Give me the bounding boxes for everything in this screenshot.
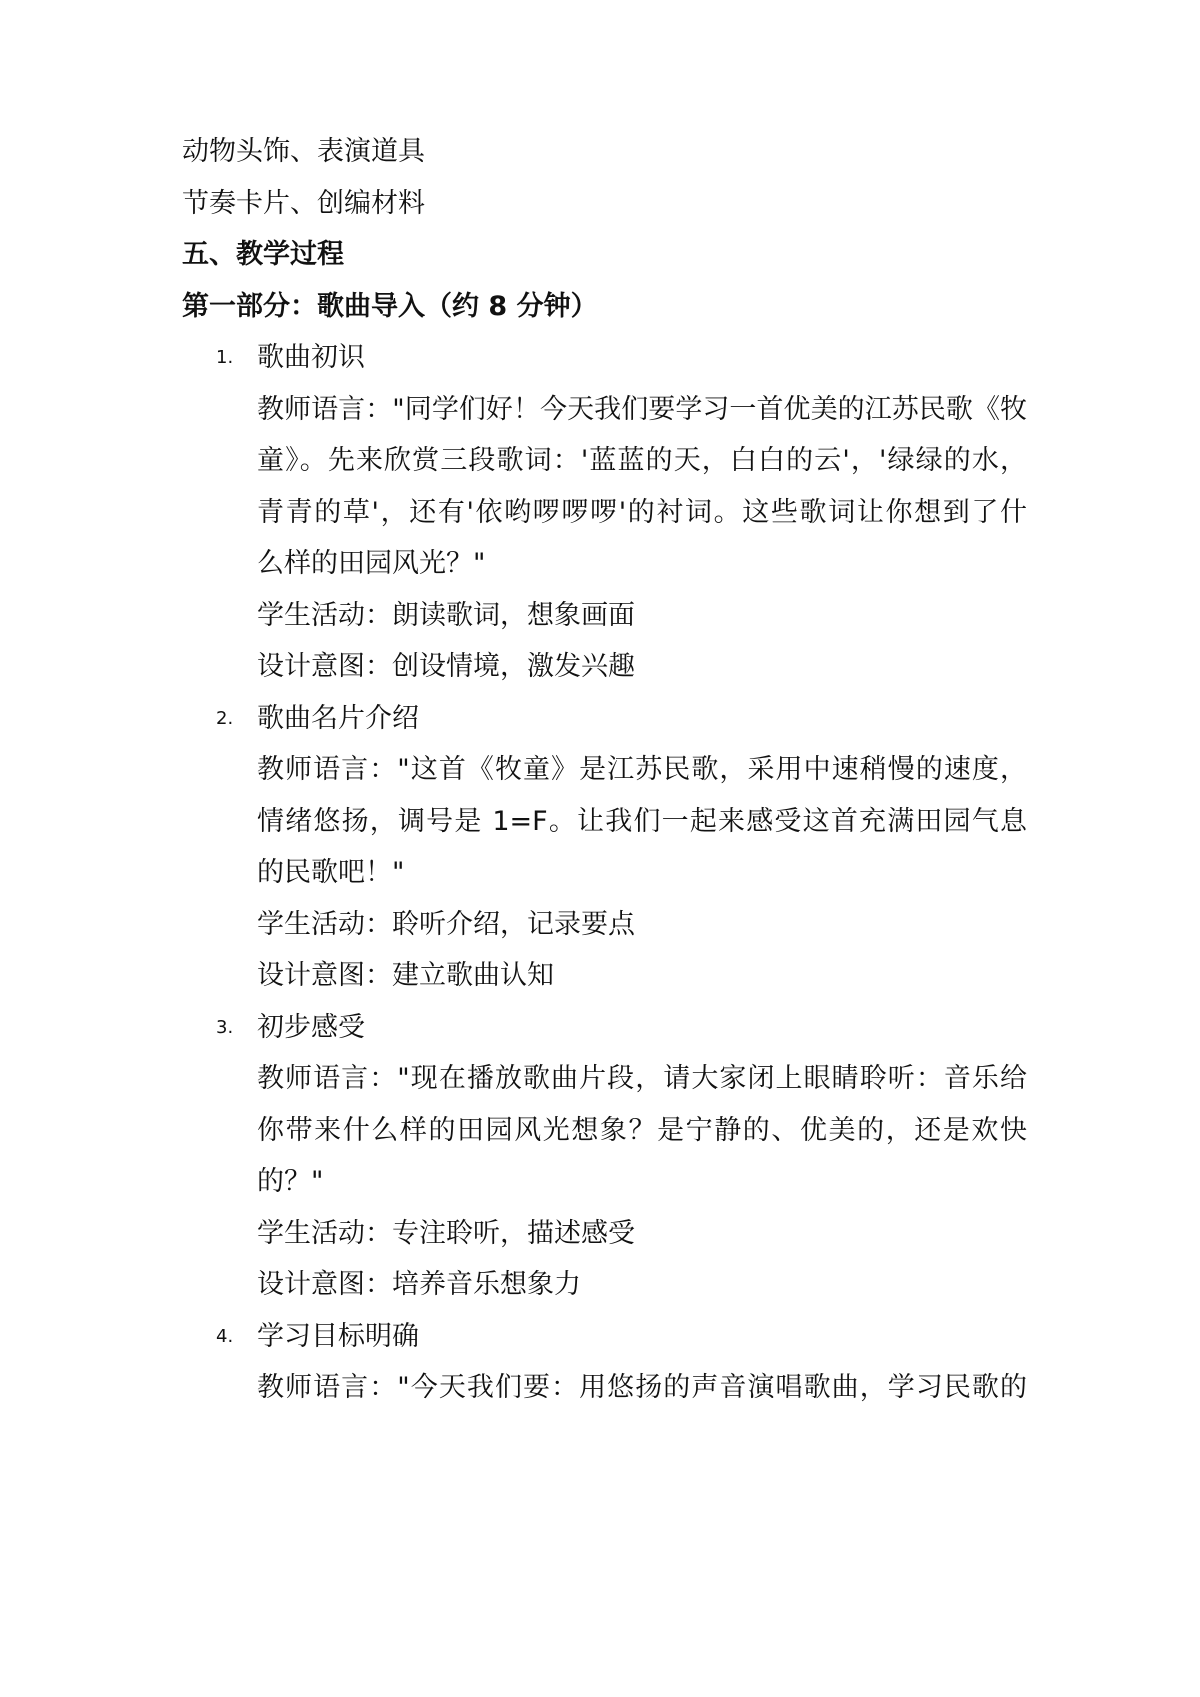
step-3-design-intent: 设计意图：培养音乐想象力 [257, 1269, 581, 1300]
step-3-title: 初步感受 [257, 1012, 365, 1043]
step-4-teacher-line-1: 教师语言："今天我们要：用悠扬的声音演唱歌曲，学习民歌的 [257, 1372, 1027, 1403]
step-1-title: 歌曲初识 [257, 342, 365, 373]
step-2-student-activity: 学生活动：聆听介绍，记录要点 [257, 909, 635, 940]
step-1-teacher-line-3: 青青的草'，还有'依哟啰啰啰'的衬词。这些歌词让你想到了什 [257, 497, 1027, 528]
step-2-teacher-line-2: 情绪悠扬，调号是 1=F。让我们一起来感受这首充满田园气息 [257, 806, 1027, 837]
step-3-student-activity: 学生活动：专注聆听，描述感受 [257, 1218, 635, 1249]
step-2-teacher-line-1: 教师语言："这首《牧童》是江苏民歌，采用中速稍慢的速度， [257, 754, 1027, 785]
step-1-teacher-line-1: 教师语言："同学们好！今天我们要学习一首优美的江苏民歌《牧 [257, 394, 1027, 425]
step-4-title: 学习目标明确 [257, 1321, 419, 1352]
step-3-teacher-line-1: 教师语言："现在播放歌曲片段，请大家闭上眼睛聆听：音乐给 [257, 1063, 1027, 1094]
step-4-number: 4. [216, 1326, 234, 1347]
step-1-design-intent: 设计意图：创设情境，激发兴趣 [257, 651, 635, 682]
step-1-student-activity: 学生活动：朗读歌词，想象画面 [257, 600, 635, 631]
step-2-design-intent: 设计意图：建立歌曲认知 [257, 960, 554, 991]
step-1-teacher-line-2: 童》。先来欣赏三段歌词：'蓝蓝的天，白白的云'，'绿绿的水， [257, 445, 1027, 476]
step-1-number: 1. [216, 347, 234, 368]
step-3-teacher-line-2: 你带来什么样的田园风光想象？是宁静的、优美的，还是欢快 [257, 1115, 1027, 1146]
materials-line-2: 节奏卡片、创编材料 [182, 188, 425, 219]
step-2-teacher-line-3: 的民歌吧！" [257, 857, 405, 888]
step-1-teacher-line-4: 么样的田园风光？" [257, 548, 486, 579]
part-heading: 第一部分：歌曲导入（约 8 分钟） [182, 291, 598, 322]
step-2-number: 2. [216, 708, 234, 729]
step-3-number: 3. [216, 1017, 234, 1038]
step-2-title: 歌曲名片介绍 [257, 703, 419, 734]
step-3-teacher-line-3: 的？" [257, 1166, 324, 1197]
section-heading: 五、教学过程 [182, 239, 344, 270]
materials-line-1: 动物头饰、表演道具 [182, 136, 425, 167]
